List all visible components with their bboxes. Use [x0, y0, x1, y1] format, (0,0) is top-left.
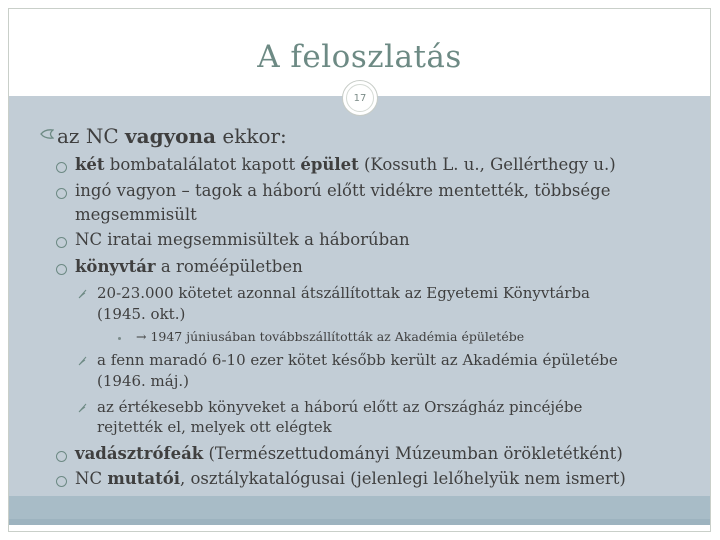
item-bold-text: mutatói: [107, 469, 180, 488]
slide-title: A feloszlatás: [257, 39, 462, 75]
item-text: bombatalálatot kapott: [104, 155, 301, 174]
dot-bullet-icon: [118, 337, 121, 340]
sub-list-item-continuation: (1945. okt.): [97, 305, 186, 323]
circle-bullet-icon: [56, 451, 67, 462]
list-item: [75, 444, 623, 463]
quill-bullet-icon: [78, 289, 88, 299]
list-item: [75, 469, 626, 488]
diamond-bullet-icon: [40, 128, 54, 140]
list-item: [75, 155, 616, 174]
list-item: ingó vagyon – tagok a háború előtt vidékre mentették, többsége: [75, 181, 611, 200]
circle-bullet-icon: [56, 264, 67, 275]
circle-bullet-icon: [56, 476, 67, 487]
item-text: NC: [75, 469, 108, 488]
page-number: 17: [346, 84, 374, 112]
quill-bullet-icon: [78, 403, 88, 413]
sub-list-item-continuation: rejtették el, melyek ott elégtek: [97, 418, 332, 436]
page-number-badge: [342, 80, 378, 116]
sub-list-item: az értékesebb könyveket a háború előtt az Országház pincéjébe: [97, 398, 583, 416]
sub-list-item: a fenn maradó 6-10 ezer kötet később került az Akadémia épületébe: [97, 351, 618, 369]
heading-line: [57, 124, 287, 148]
heading-text-end: ekkor:: [216, 124, 287, 148]
item-text: (Kossuth L. u., Gellérthegy u.): [358, 155, 616, 174]
item-bold-text: vadásztrófeák: [75, 444, 204, 463]
item-text: a roméépületben: [155, 257, 303, 276]
circle-bullet-icon: [56, 188, 67, 199]
circle-bullet-icon: [56, 237, 67, 248]
sub-list-item-continuation: (1946. máj.): [97, 372, 189, 390]
item-bold-text: könyvtár: [75, 257, 156, 276]
list-item-continuation: megsemmisült: [75, 205, 197, 224]
list-item: NC iratai megsemmisültek a háborúban: [75, 230, 410, 249]
item-bold-text: két: [75, 155, 105, 174]
item-bold-text: épület: [300, 155, 359, 174]
heading-text: az NC: [57, 124, 125, 148]
list-item: [75, 257, 303, 276]
heading-bold-text: vagyona: [124, 124, 217, 148]
quill-bullet-icon: [78, 356, 88, 366]
item-text: (Természettudományi Múzeumban örökletétként): [203, 444, 623, 463]
bottom-accent-bar: [9, 519, 710, 525]
sub-sub-list-item: → 1947 júniusában továbbszállították az Akadémia épületébe: [136, 329, 525, 344]
circle-bullet-icon: [56, 162, 67, 173]
sub-list-item: 20-23.000 kötetet azonnal átszállítottak az Egyetemi Könyvtárba: [97, 284, 591, 302]
item-text: , osztálykatalógusai (jelenlegi lelőhelyük nem ismert): [179, 469, 626, 488]
